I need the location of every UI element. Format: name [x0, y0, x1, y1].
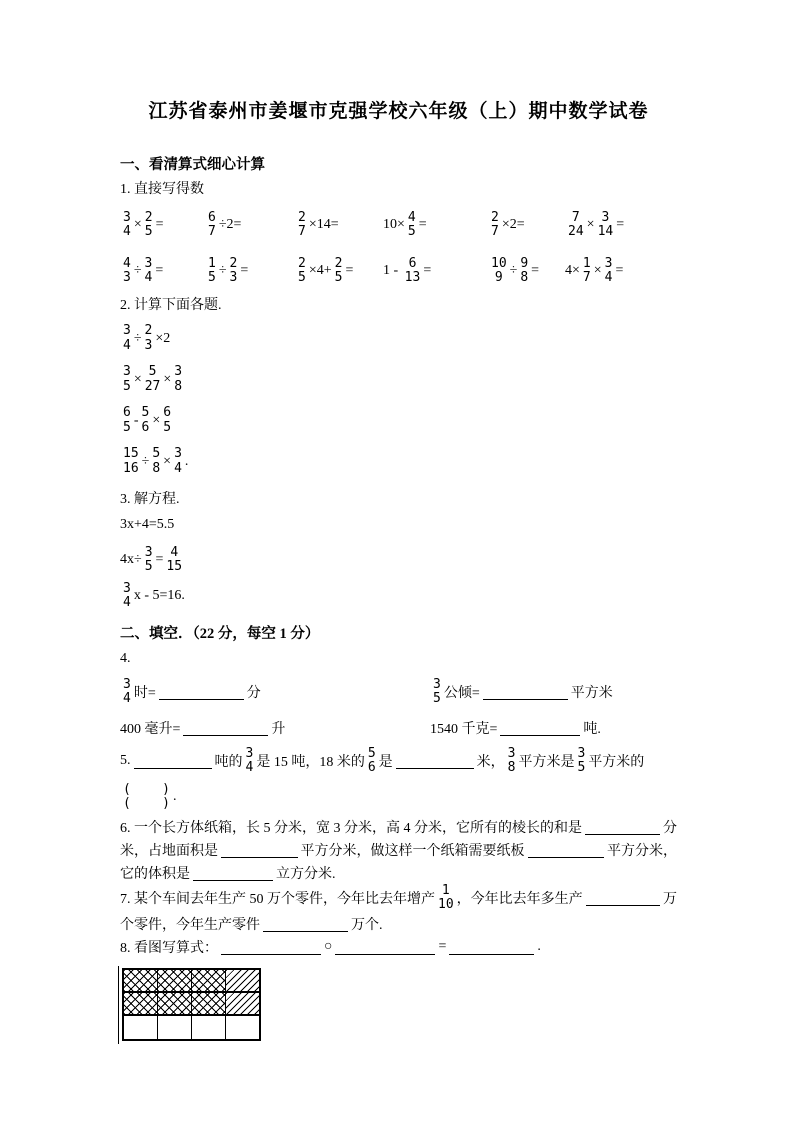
- fraction: 3 4: [174, 446, 182, 476]
- expression: [120, 912, 677, 935]
- fill-in-blank: [449, 939, 534, 955]
- text: 4×: [565, 263, 580, 278]
- expression: [565, 211, 677, 239]
- text: 平方米是: [518, 755, 575, 771]
- fraction: 3 4: [144, 255, 153, 285]
- expression: [120, 582, 677, 610]
- fraction: 1 10: [438, 883, 454, 913]
- expression: [205, 257, 295, 285]
- fraction: 4 15: [166, 545, 183, 575]
- grid-cell-diag: [226, 970, 259, 991]
- fraction: 2 5: [334, 255, 343, 285]
- fraction: 3 8: [174, 364, 183, 394]
- expression: [120, 678, 430, 706]
- q5-line: [120, 743, 677, 779]
- text: 平方米的: [588, 755, 645, 771]
- q6-lines: [120, 815, 677, 884]
- expression: [120, 359, 677, 400]
- text: 分: [246, 686, 261, 702]
- text: 公倾=: [443, 686, 480, 702]
- text: .: [172, 789, 177, 805]
- q2-label: 2. 计算下面各题.: [120, 298, 222, 313]
- text: 万: [663, 892, 677, 908]
- text: 平方分米，做这样一个纸箱需要纸板: [300, 843, 525, 859]
- q1-label: 1. 直接写得数: [120, 182, 204, 197]
- fill-in-blank: [585, 819, 660, 835]
- expression: [205, 211, 295, 239]
- expression: [120, 718, 430, 738]
- text: 8. 看图写算式：: [120, 941, 218, 957]
- text: ÷: [218, 263, 227, 278]
- figure-row: [124, 993, 259, 1016]
- grid-cell-empty: [226, 1016, 259, 1039]
- expression: [120, 512, 677, 538]
- expression: [488, 211, 565, 239]
- text: =: [616, 217, 625, 232]
- fraction: 5 8: [152, 446, 161, 476]
- text: .: [184, 453, 189, 469]
- fraction: 15 16: [123, 446, 139, 476]
- text: 3x+4=5.5: [120, 517, 175, 532]
- text: 平方米: [570, 686, 613, 702]
- text: ×2: [155, 330, 171, 346]
- text: ÷: [133, 263, 142, 278]
- text: =: [615, 263, 624, 278]
- q5-fraction-line: [120, 779, 677, 815]
- text: 1 -: [383, 263, 402, 278]
- q4-row-1: [120, 671, 677, 713]
- q1-row-1: [120, 202, 677, 248]
- fraction: 1 5: [208, 255, 216, 285]
- text: ×: [593, 263, 602, 278]
- text: =: [418, 217, 427, 232]
- text: 吨.: [583, 722, 601, 738]
- grid-cell-diag: [226, 993, 259, 1014]
- fraction: 3 4: [123, 677, 131, 707]
- section2-heading: 二、填空．（22 分，每空 1 分）: [120, 626, 320, 643]
- fraction: 2 5: [298, 255, 306, 285]
- q2-expressions: [120, 318, 677, 482]
- text: 吨的: [214, 755, 243, 771]
- figure-row: [124, 1016, 259, 1039]
- text: 它的体积是: [120, 866, 190, 882]
- text: =: [155, 263, 164, 278]
- fraction: 3 14: [597, 209, 614, 239]
- text: 米，占地面积是: [120, 843, 218, 859]
- fill-in-blank: [335, 939, 435, 955]
- fill-in-blank: [263, 916, 348, 932]
- text: ×4+: [308, 263, 332, 278]
- fraction: 6 13: [404, 255, 421, 285]
- fill-in-blank: [586, 890, 660, 906]
- fraction: 3 4: [245, 746, 254, 776]
- text: 升: [271, 722, 286, 738]
- text: =: [155, 552, 164, 568]
- text: 是 15 吨，18 米的: [256, 755, 365, 771]
- fill-in-blank: [483, 684, 568, 700]
- text: 7. 某个车间去年生产 50 万个零件，今年比去年增产: [120, 892, 435, 908]
- fraction: ( ) ( ): [123, 782, 170, 812]
- fill-in-blank: [221, 939, 321, 955]
- text: 立方分米.: [276, 866, 336, 882]
- text: =: [345, 263, 354, 278]
- figure-left-rule: [118, 966, 119, 1044]
- page-title: 江苏省泰州市姜堰市克强学校六年级（上）期中数学试卷: [148, 101, 649, 122]
- grid-cell-cross: [158, 970, 192, 991]
- fraction: 3 4: [123, 209, 131, 239]
- text: ○: [324, 939, 333, 955]
- text: ÷: [133, 330, 142, 346]
- fraction: 5 27: [144, 364, 161, 394]
- grid-cell-empty: [192, 1016, 226, 1039]
- expression: [120, 838, 677, 861]
- fill-in-blank: [500, 720, 580, 736]
- text: 个零件，今年生产零件: [120, 917, 260, 933]
- text: 时=: [133, 686, 156, 702]
- text: ，今年比去年多生产: [456, 892, 583, 908]
- figure-row: [124, 970, 259, 993]
- text: ×2=: [501, 217, 525, 232]
- text: =: [155, 217, 164, 232]
- expression: [383, 257, 488, 285]
- text: ×: [133, 371, 142, 387]
- expression: [430, 718, 677, 738]
- fill-in-blank: [159, 684, 244, 700]
- expression: [565, 257, 677, 285]
- text: .: [537, 939, 541, 955]
- fraction: 7 24: [568, 209, 584, 239]
- q3-equations: [120, 512, 677, 610]
- fraction: 4 5: [407, 209, 416, 239]
- fraction: 3 5: [433, 677, 441, 707]
- fraction: 3 5: [144, 545, 153, 575]
- q8-line: [120, 935, 677, 959]
- grid-cell-cross: [124, 970, 158, 991]
- text: =: [438, 939, 447, 955]
- fraction-diagram: [122, 968, 261, 1041]
- fraction: 3 4: [604, 255, 613, 285]
- fraction: 3 4: [123, 581, 131, 611]
- q4-label: 4.: [120, 651, 131, 667]
- text: ÷: [509, 263, 518, 278]
- text: 4x÷: [120, 552, 142, 568]
- expression: [295, 211, 383, 239]
- fill-in-blank: [183, 720, 268, 736]
- grid-cell-empty: [124, 1016, 158, 1039]
- fill-in-blank: [221, 842, 298, 858]
- q4-row-2: [120, 713, 677, 743]
- text: 万个.: [351, 917, 383, 933]
- text: 5.: [120, 753, 131, 769]
- text: ÷2=: [218, 217, 242, 232]
- text: =: [240, 263, 249, 278]
- expression: [120, 884, 677, 912]
- fraction: 1 7: [582, 255, 591, 285]
- section1-heading: 一、看清算式细心计算: [120, 157, 265, 173]
- expression: [430, 678, 677, 706]
- fraction: 4 3: [123, 255, 131, 285]
- grid-cell-empty: [158, 1016, 192, 1039]
- text: ×: [133, 217, 142, 232]
- fraction: 3 8: [507, 746, 516, 776]
- expression: [120, 318, 677, 359]
- expression: [383, 211, 488, 239]
- text: ÷: [141, 453, 150, 469]
- fraction: 5 6: [367, 746, 376, 776]
- text: 6. 一个长方体纸箱，长 5 分米，宽 3 分米，高 4 分米，它所有的棱长的和是: [120, 820, 582, 836]
- text: -: [133, 412, 139, 428]
- fill-in-blank: [193, 865, 273, 881]
- expression: [120, 441, 677, 482]
- fraction: 2 7: [491, 209, 499, 239]
- fraction: 3 5: [577, 746, 586, 776]
- q8-figure: [122, 968, 261, 1041]
- fraction: 2 3: [229, 255, 238, 285]
- text: 1540 千克=: [430, 722, 498, 738]
- fill-in-blank: [396, 753, 474, 769]
- q7-lines: [120, 884, 677, 935]
- grid-cell-cross: [192, 970, 226, 991]
- text: 是: [378, 755, 393, 771]
- text: =: [531, 263, 540, 278]
- q1-row-2: [120, 248, 677, 294]
- fraction: 2 3: [144, 323, 153, 353]
- fill-in-blank: [528, 842, 605, 858]
- fill-in-blank: [134, 753, 212, 769]
- text: 10×: [383, 217, 405, 232]
- text: ×: [163, 453, 172, 469]
- fraction: 3 5: [123, 364, 131, 394]
- fraction: 3 4: [123, 323, 131, 353]
- expression: [488, 257, 565, 285]
- expression: [120, 400, 677, 441]
- text: 分: [663, 820, 677, 836]
- expression: [120, 546, 677, 574]
- q3-label: 3. 解方程.: [120, 492, 180, 507]
- grid-cell-cross: [158, 993, 192, 1014]
- fraction: 9 8: [520, 255, 529, 285]
- fraction: 5 6: [141, 405, 150, 435]
- text: 平方分米，: [607, 843, 677, 859]
- fraction: 2 5: [144, 209, 153, 239]
- grid-cell-cross: [192, 993, 226, 1014]
- text: ×: [163, 371, 172, 387]
- fraction: 6 7: [208, 209, 216, 239]
- text: =: [423, 263, 432, 278]
- fraction: 10 9: [491, 255, 507, 285]
- fraction: 2 7: [298, 209, 306, 239]
- grid-cell-cross: [124, 993, 158, 1014]
- expression: [120, 815, 677, 838]
- text: x - 5=16.: [133, 588, 185, 604]
- text: ×14=: [308, 217, 339, 232]
- fraction: 6 5: [163, 405, 172, 435]
- expression: [120, 211, 205, 239]
- expression: [295, 257, 383, 285]
- expression: [120, 257, 205, 285]
- text: ×: [152, 412, 161, 428]
- expression: [120, 861, 677, 884]
- text: 米，: [476, 755, 505, 771]
- fraction: 6 5: [123, 405, 131, 435]
- text: ×: [586, 217, 595, 232]
- text: 400 毫升=: [120, 722, 181, 738]
